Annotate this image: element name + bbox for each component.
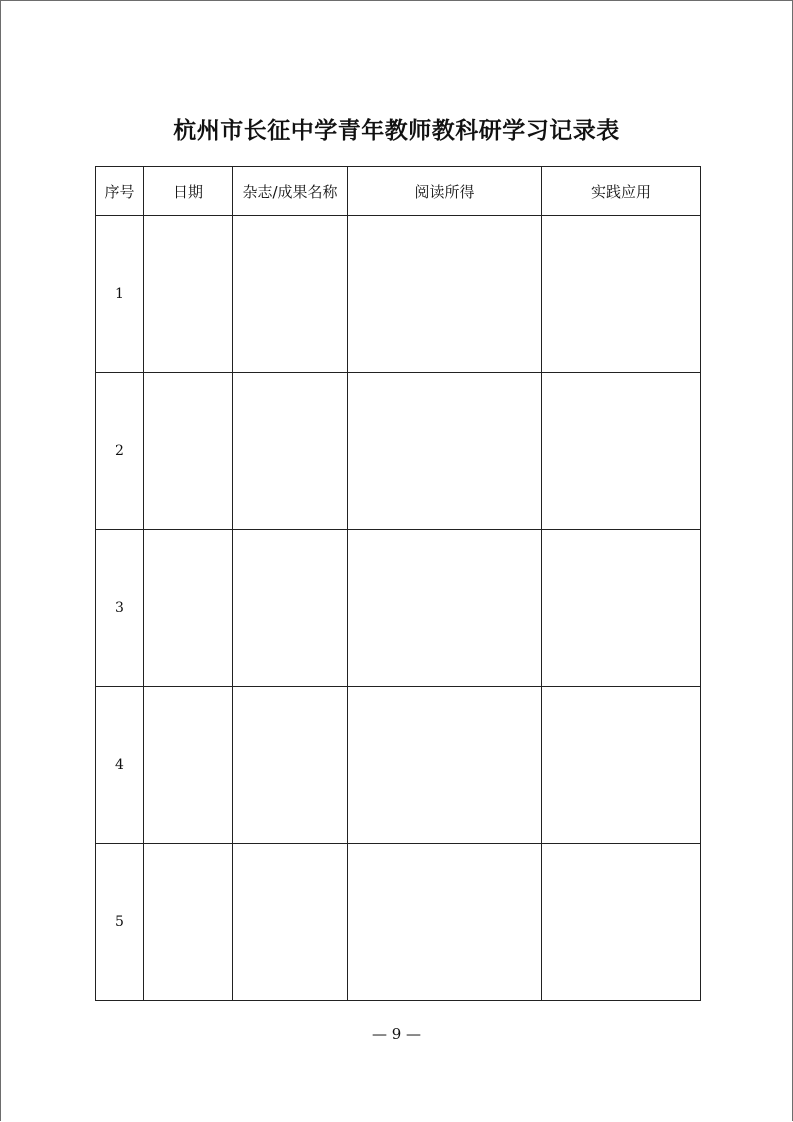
row-index: 1 [96, 216, 144, 373]
record-table [95, 166, 701, 1001]
header-index: 序号 [96, 167, 144, 216]
journal-name-cell[interactable] [233, 530, 348, 687]
reading-gains-cell[interactable] [348, 687, 542, 844]
journal-name-cell[interactable] [233, 373, 348, 530]
row-index: 4 [96, 687, 144, 844]
table-row [96, 530, 701, 687]
reading-gains-cell[interactable] [348, 844, 542, 1001]
row-index: 2 [96, 373, 144, 530]
page-number: — 9 — [371, 1025, 422, 1043]
date-cell[interactable] [144, 530, 233, 687]
date-cell[interactable] [144, 216, 233, 373]
journal-name-cell[interactable] [233, 687, 348, 844]
table-row [96, 844, 701, 1001]
header-reading-gains: 阅读所得 [348, 167, 542, 216]
reading-gains-cell[interactable] [348, 530, 542, 687]
document-title: 杭州市长征中学青年教师教科研学习记录表 [173, 117, 620, 144]
date-cell[interactable] [144, 373, 233, 530]
header-journal-name: 杂志/成果名称 [233, 167, 348, 216]
table-row [96, 373, 701, 530]
row-index: 5 [96, 844, 144, 1001]
date-cell[interactable] [144, 844, 233, 1001]
practice-cell[interactable] [542, 687, 701, 844]
table-row [96, 687, 701, 844]
journal-name-cell[interactable] [233, 844, 348, 1001]
journal-name-cell[interactable] [233, 216, 348, 373]
reading-gains-cell[interactable] [348, 216, 542, 373]
table-row [96, 216, 701, 373]
row-index: 3 [96, 530, 144, 687]
reading-gains-cell[interactable] [348, 373, 542, 530]
practice-cell[interactable] [542, 216, 701, 373]
practice-cell[interactable] [542, 844, 701, 1001]
header-date: 日期 [144, 167, 233, 216]
practice-cell[interactable] [542, 373, 701, 530]
practice-cell[interactable] [542, 530, 701, 687]
table-header-row [96, 167, 701, 216]
header-practice: 实践应用 [542, 167, 701, 216]
date-cell[interactable] [144, 687, 233, 844]
